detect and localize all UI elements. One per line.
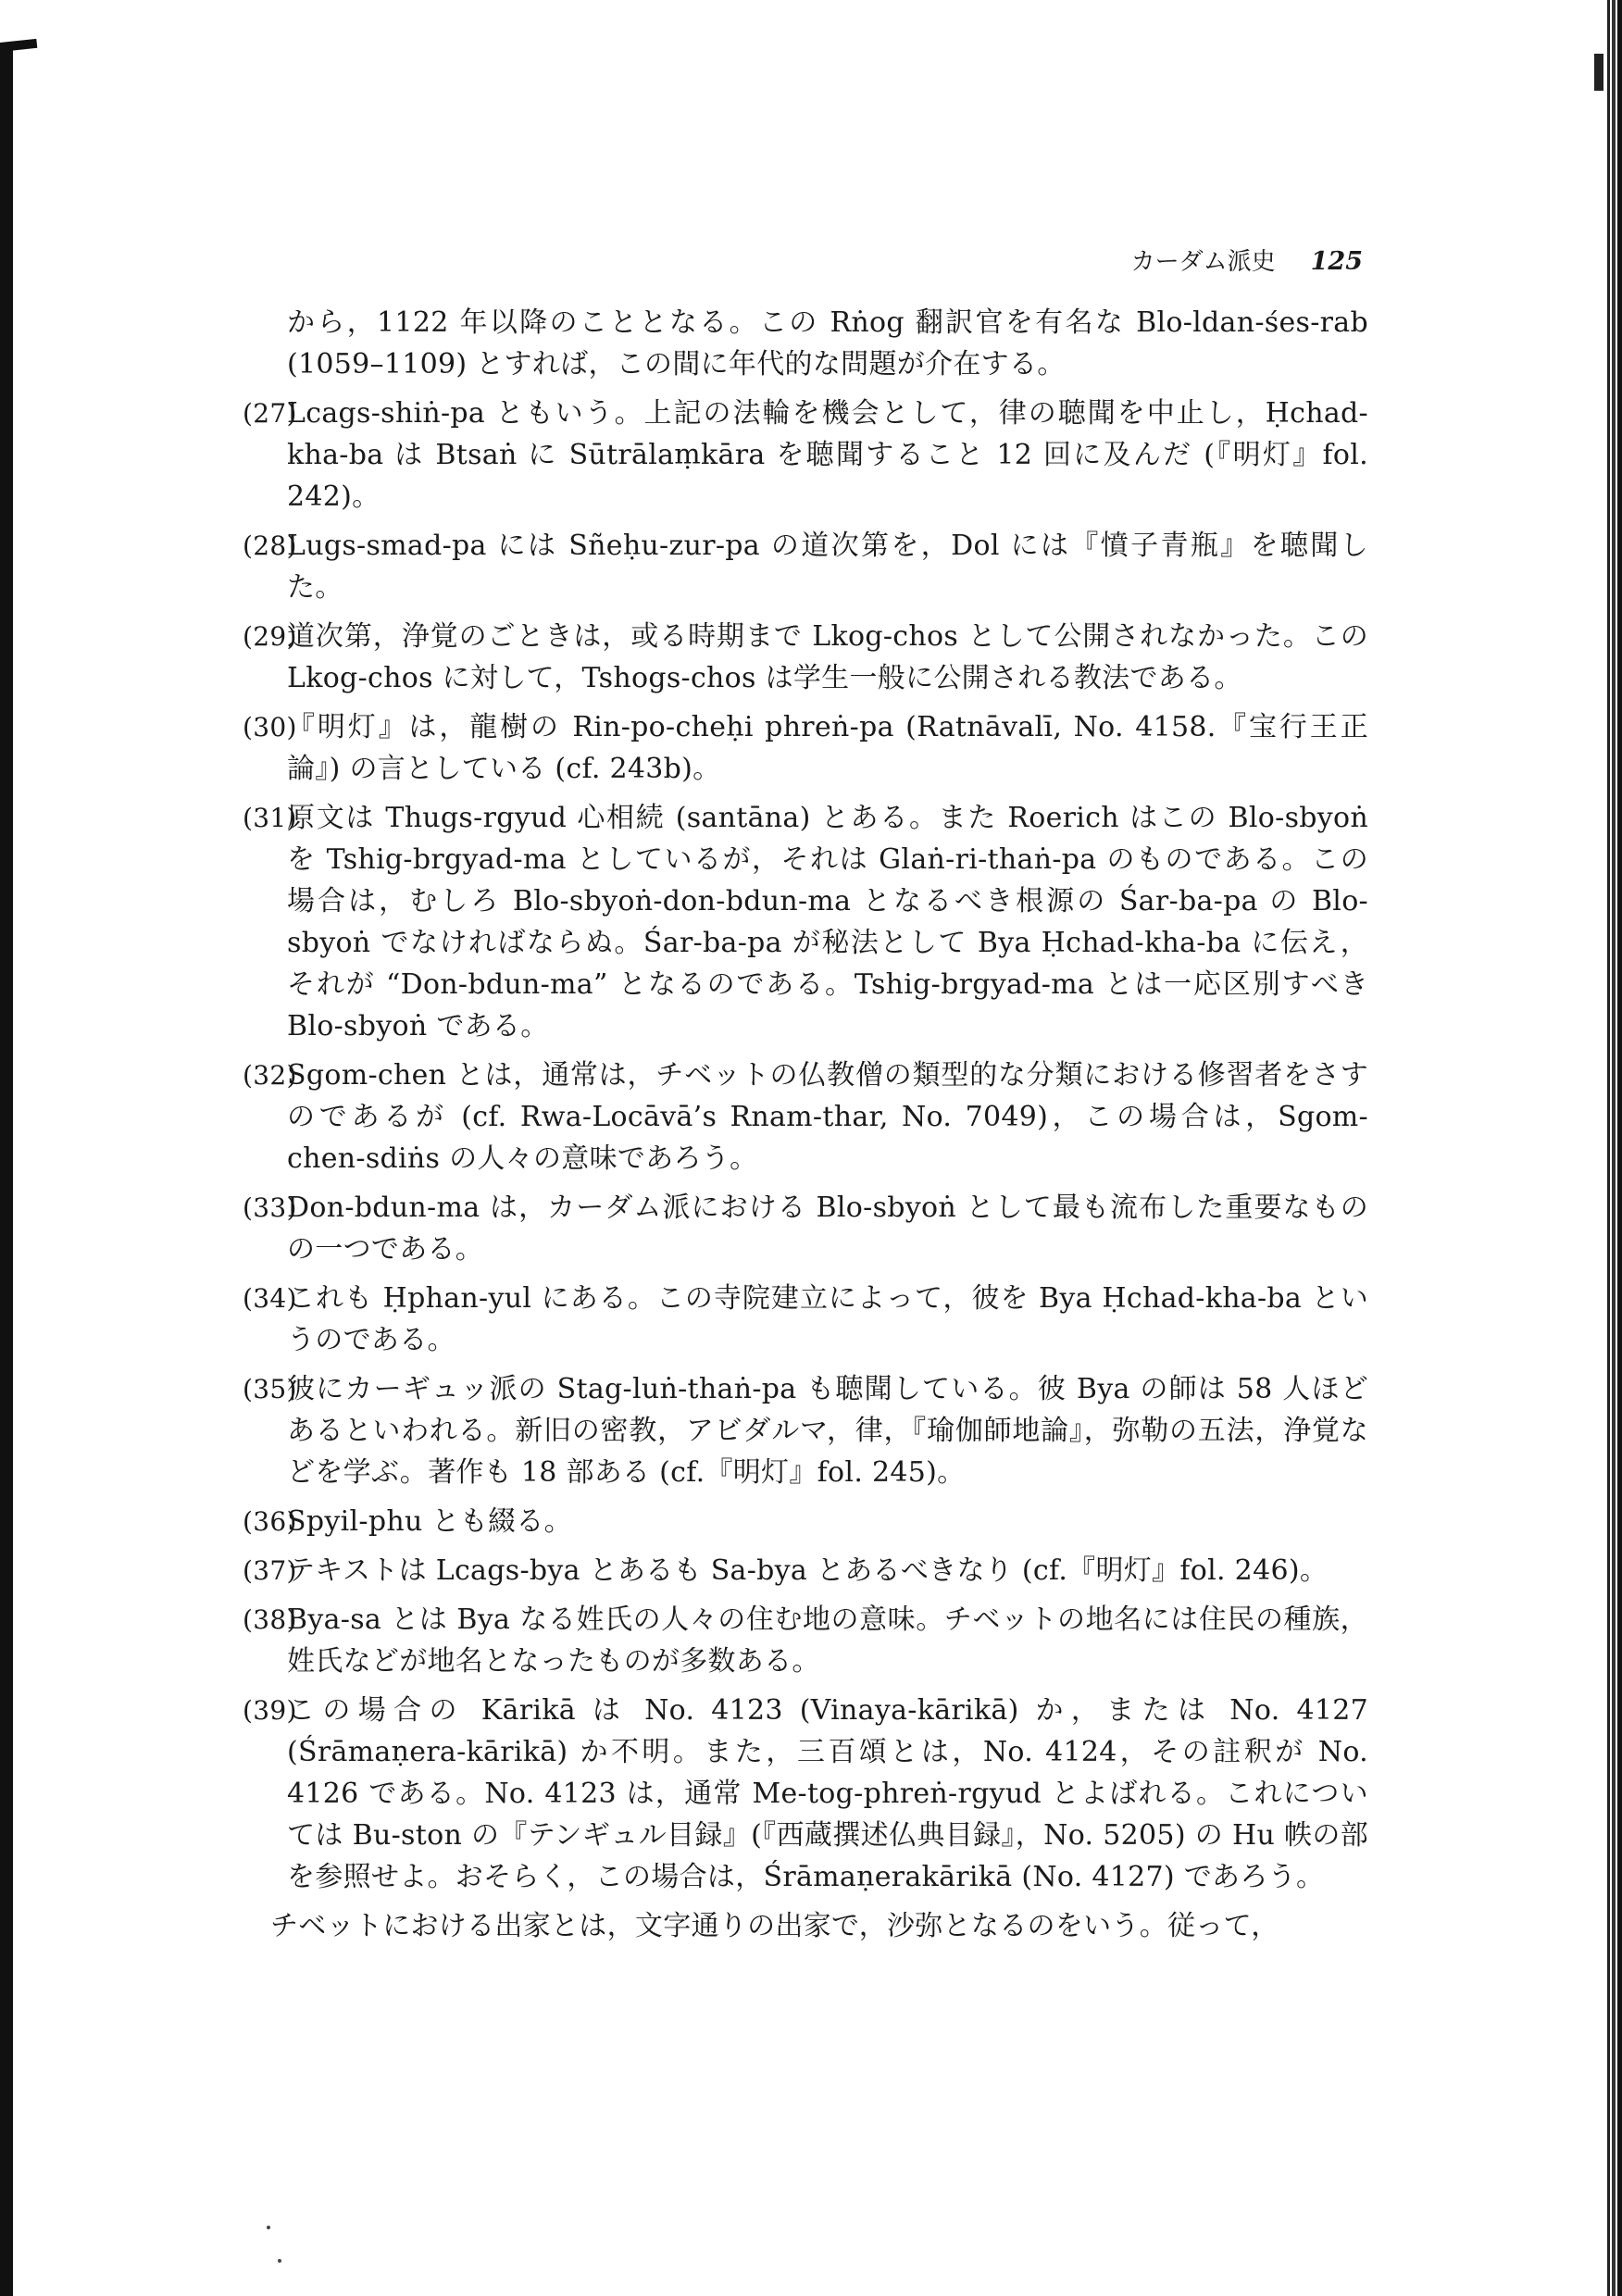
note-text: Lcags-shiṅ-pa ともいう。上記の法輪を機会として，律の聴聞を中止し，Ḥchad-kha-ba は Btsaṅ に Sūtrālaṃkāra を聴聞すること 12 回に及んだ (『明灯』fol. 242)。 — [287, 397, 1368, 513]
note-text: テキストは Lcags-bya とあるも Sa-bya とあるべきなり (cf.『明灯』fol. 246)。 — [287, 1554, 1329, 1587]
note-text: 彼にカーギュッ派の Stag-luṅ-thaṅ-pa も聴聞している。彼 Bya の師は 58 人ほどあるといわれる。新旧の密教，アビダルマ，律，『瑜伽師地論』，弥勒の五法，浄覚などを学ぶ。著作も 18 部ある (cf.『明灯』fol. 245)。 — [287, 1373, 1368, 1489]
note-31 — [243, 797, 1368, 1047]
note-35 — [243, 1368, 1368, 1493]
note-33 — [243, 1187, 1368, 1270]
note-number: (32) — [243, 1060, 297, 1091]
note-text: Don-bdun-ma は，カーダム派における Blo-sbyoṅ として最も流布した重要なものの一つである。 — [287, 1192, 1368, 1266]
note-text: この場合の Kārikā は No. 4123 (Vinaya-kārikā) か，または No. 4127 (Śrāmaṇera-kārikā) か不明。また，三百頌とは，No. 4124，その註釈が No. 4126 である。No. 4123 は，通常 Me-tog-phreṅ-rgyud とよばれる。これについては Bu-ston の『テンギュル目録』(『西蔵撰述仏典目録』，No. 5205) の Hu 帙の部を参照せよ。おそらく，この場合は，Śrāmaṇerakārikā (No. 4127) であろう。 — [287, 1694, 1368, 1893]
note-text: 原文は Thugs-rgyud 心相続 (santāna) とある。また Roerich はこの Blo-sbyoṅ を Tshig-brgyad-ma としているが，それは Glaṅ-ri-thaṅ-pa のものである。この場合は，むしろ Blo-sbyoṅ-don-bdun-ma となるべき根源の Śar-ba-pa の Blo-sbyoṅ でなければならぬ。Śar-ba-pa が秘法として Bya Ḥchad-kha-ba に伝え，それが “Don-bdun-ma” となるのである。Tshig-brgyad-ma とは一応区別すべき Blo-sbyoṅ である。 — [287, 802, 1368, 1042]
note-text: これも Ḥphan-yul にある。この寺院建立によって，彼を Bya Ḥchad-kha-ba というのである。 — [287, 1282, 1368, 1356]
note-37 — [243, 1550, 1368, 1591]
running-header — [1131, 243, 1363, 277]
note-36 — [243, 1501, 1368, 1542]
note-number: (31) — [243, 803, 297, 833]
notes-body — [243, 302, 1368, 1947]
scan-speck — [278, 2259, 281, 2263]
note-29 — [243, 616, 1368, 699]
note-text: Lugs-smad-pa には Sñeḥu-zur-pa の道次第を，Dol には『憤子青瓶』を聴聞した。 — [287, 530, 1368, 604]
note-34 — [243, 1278, 1368, 1361]
note-number: (35) — [243, 1374, 297, 1404]
note-text: Bya-sa とは Bya なる姓氏の人々の住む地の意味。チベットの地名には住民の種族，姓氏などが地名となったものが多数ある。 — [287, 1603, 1368, 1678]
note-number: (38) — [243, 1604, 297, 1635]
note-number: (30) — [243, 712, 297, 742]
scan-edge-right-mark — [1594, 54, 1603, 91]
note-text: 道次第，浄覚のごときは，或る時期まで Lkog-chos として公開されなかった。この Lkog-chos に対して，Tshogs-chos は学生一般に公開される教法である。 — [287, 620, 1368, 694]
note-number: (39) — [243, 1695, 297, 1726]
note-number: (33) — [243, 1192, 297, 1223]
note-38 — [243, 1599, 1368, 1682]
intro-paragraph: から，1122 年以降のこととなる。この Rṅog 翻訳官を有名な Blo-ldan-śes-rab (1059–1109) とすれば，この間に年代的な問題が介在する。 — [287, 306, 1368, 381]
scan-speck — [267, 2226, 270, 2229]
note-number: (34) — [243, 1283, 297, 1314]
scan-edge-left-hook — [0, 39, 37, 52]
note-text: 『明灯』は，龍樹の Rin-po-cheḥi phreṅ-pa (Ratnāvalī, No. 4158.『宝行王正論』) の言としている (cf. 243b)。 — [287, 711, 1368, 785]
note-number: (28) — [243, 530, 297, 561]
note-28 — [243, 525, 1368, 608]
note-number: (27) — [243, 398, 297, 429]
note-number: (37) — [243, 1555, 297, 1586]
note-32 — [243, 1054, 1368, 1179]
note-number: (29) — [243, 621, 297, 652]
note-text: Sgom-chen とは，通常は，チベットの仏教僧の類型的な分類における修習者をさすのであるが (cf. Rwa-Locāvā’s Rnam-thar, No. 7049)，この場合は，Sgom-chen-sdiṅs の人々の意味であろう。 — [287, 1059, 1368, 1175]
note-text: Spyil-phu とも綴る。 — [287, 1505, 572, 1538]
continuation-line: チベットにおける出家とは，文字通りの出家で，沙弥となるのをいう。従って， — [270, 1910, 1279, 1942]
note-27 — [243, 393, 1368, 518]
scan-edge-left — [0, 46, 13, 2296]
page-number: 125 — [1310, 247, 1363, 276]
running-title: カーダム派史 — [1130, 248, 1276, 276]
note-39 — [243, 1690, 1368, 1898]
scan-edge-right — [1607, 0, 1622, 2296]
note-number: (36) — [243, 1506, 297, 1537]
note-30 — [243, 706, 1368, 790]
